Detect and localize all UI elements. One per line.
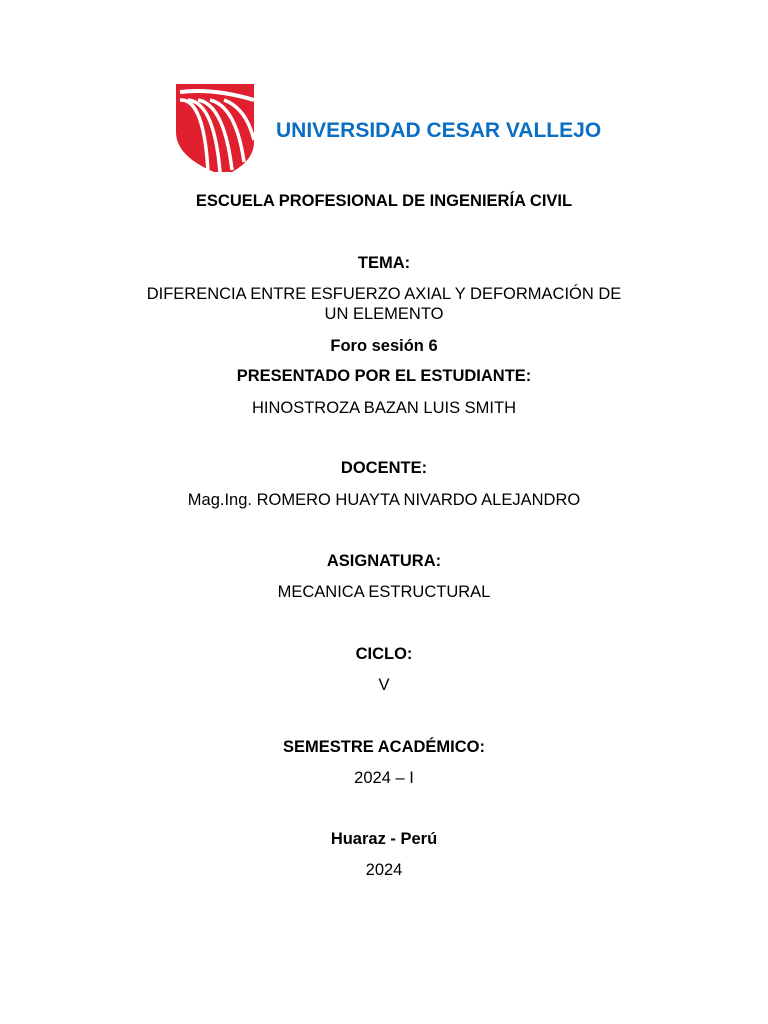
ciclo-label: CICLO: <box>355 645 413 663</box>
year: 2024 <box>365 861 403 879</box>
tema-title <box>0 284 768 324</box>
university-header <box>174 80 674 176</box>
location: Huaraz - Perú <box>330 830 438 848</box>
docente-name: Mag.Ing. ROMERO HUAYTA NIVARDO ALEJANDRO <box>187 491 581 509</box>
asignatura-value: MECANICA ESTRUCTURAL <box>277 583 491 601</box>
semestre-value: 2024 – I <box>354 769 414 787</box>
tema-title-line-1: DIFERENCIA ENTRE ESFUERZO AXIAL Y DEFORMACIÓN DE <box>146 285 622 303</box>
student-name: HINOSTROZA BAZAN LUIS SMITH <box>251 399 517 417</box>
shield-logo-icon <box>174 80 258 174</box>
tema-label: TEMA: <box>357 254 411 272</box>
university-name: UNIVERSIDAD CESAR VALLEJO <box>276 119 602 142</box>
ciclo-value: V <box>378 676 390 694</box>
student-label: PRESENTADO POR EL ESTUDIANTE: <box>236 367 532 385</box>
semestre-label: SEMESTRE ACADÉMICO: <box>283 738 485 756</box>
docente-label: DOCENTE: <box>340 459 428 477</box>
asignatura-label: ASIGNATURA: <box>326 552 442 570</box>
foro-label: Foro sesión 6 <box>330 337 438 355</box>
school-name: ESCUELA PROFESIONAL DE INGENIERÍA CIVIL <box>195 192 573 210</box>
tema-title-line-2: UN ELEMENTO <box>324 305 444 323</box>
